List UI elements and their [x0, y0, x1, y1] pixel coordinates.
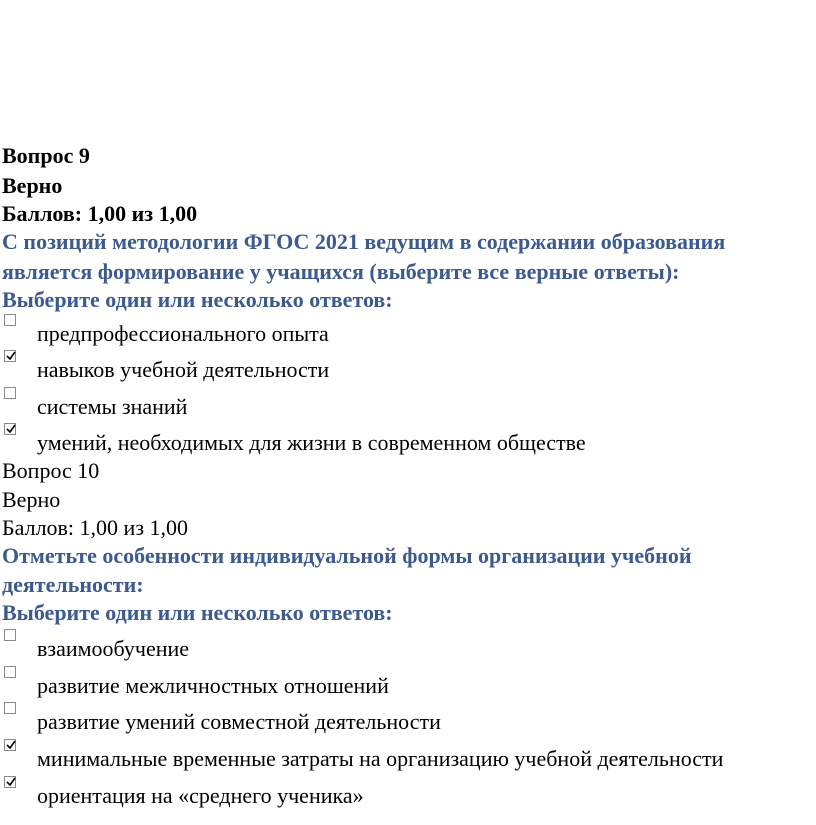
answer-option-label: ориентация на «среднего ученика» [37, 783, 364, 808]
question-text-line1: С позиций методологии ФГОС 2021 ведущим в содержании образования [2, 229, 726, 254]
checkbox-checked[interactable] [4, 350, 16, 362]
checkbox-unchecked[interactable] [4, 629, 16, 641]
answer-option-label: развитие межличностных отношений [37, 673, 389, 698]
question-score: Баллов: 1,00 из 1,00 [2, 201, 198, 226]
answer-option-label: предпрофессионального опыта [37, 321, 329, 346]
checkbox-unchecked[interactable] [4, 387, 16, 399]
question-text-line2: является формирование у учащихся (выберите все верные ответы): [2, 259, 680, 284]
answer-option-label: минимальные временные затраты на организацию учебной деятельности [37, 746, 724, 771]
question-number: Вопрос 10 [2, 458, 100, 483]
question-status: Верно [2, 173, 63, 198]
answer-instruction: Выберите один или несколько ответов: [2, 287, 393, 312]
question-text-line2: деятельности: [2, 572, 144, 597]
checkbox-checked[interactable] [4, 423, 16, 435]
checkmark-icon [5, 776, 17, 788]
checkmark-icon [5, 423, 17, 435]
question-number: Вопрос 9 [2, 143, 90, 168]
question-text-line1: Отметьте особенности индивидуальной формы организации учебной [2, 543, 692, 568]
checkmark-icon [5, 350, 17, 362]
answer-option-label: взаимообучение [37, 636, 190, 661]
answer-option-label: развитие умений совместной деятельности [37, 709, 441, 734]
checkbox-unchecked[interactable] [4, 702, 16, 714]
answer-option-label: системы знаний [37, 394, 188, 419]
answer-option-label: умений, необходимых для жизни в современном обществе [37, 430, 586, 455]
question-score: Баллов: 1,00 из 1,00 [2, 515, 189, 540]
answer-option-label: навыков учебной деятельности [37, 357, 330, 382]
checkbox-unchecked[interactable] [4, 666, 16, 678]
question-status: Верно [2, 487, 61, 512]
checkbox-checked[interactable] [4, 776, 16, 788]
checkbox-checked[interactable] [4, 739, 16, 751]
checkmark-icon [5, 739, 17, 751]
answer-instruction: Выберите один или несколько ответов: [2, 600, 393, 625]
checkbox-unchecked[interactable] [4, 314, 16, 326]
